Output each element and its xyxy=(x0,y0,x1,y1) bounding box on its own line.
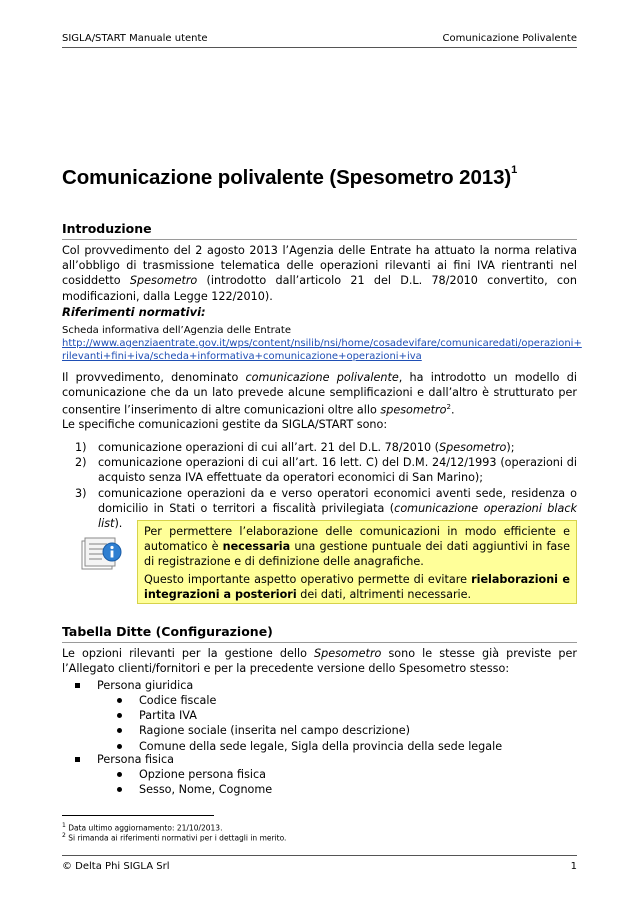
title-text: Comunicazione polivalente (Spesometro 2013) xyxy=(62,165,512,189)
footer-copyright: © Delta Phi SIGLA Srl xyxy=(62,861,170,872)
list-item xyxy=(139,723,579,738)
giuridica-sublist xyxy=(139,693,579,754)
list-number: 1) xyxy=(75,441,87,454)
ditte-paragraph xyxy=(62,646,577,676)
round-bullet-icon xyxy=(117,772,122,777)
provvedimento-paragraph xyxy=(62,370,577,418)
page-number: 1 xyxy=(570,861,577,872)
intro-italic: Spesometro xyxy=(129,274,198,288)
round-bullet-icon xyxy=(117,728,122,733)
round-bullet-icon xyxy=(117,787,122,792)
square-bullet-icon xyxy=(75,683,80,688)
list-text: comunicazione operazioni di cui all’art. 21 del D.L. 78/2010 ( xyxy=(98,441,440,454)
intro-paragraph xyxy=(62,243,577,304)
callout-bold: rielaborazioni e integrazioni a posteriori xyxy=(144,572,570,601)
list-item xyxy=(139,767,579,782)
fisica-sublist xyxy=(139,767,579,797)
round-bullet-icon xyxy=(117,698,122,703)
references-label: Scheda informativa dell’Agenzia delle Entrate xyxy=(62,325,291,336)
list-item xyxy=(139,782,579,797)
callout-text: Questo importante aspetto operativo permette di evitare xyxy=(144,572,472,586)
bullet-label: Partita IVA xyxy=(139,709,197,723)
page-title xyxy=(62,160,582,191)
giuridica-list xyxy=(97,678,577,693)
list-item xyxy=(97,752,577,767)
info-note-icon xyxy=(80,532,124,572)
footnote-text: Data ultimo aggiornamento: 21/10/2013. xyxy=(68,823,223,833)
callout-text: una gestione puntuale dei dati aggiuntivi in fase di registrazione e di definizione delle anagrafiche. xyxy=(144,540,570,569)
para2-text-3: . xyxy=(450,404,455,418)
specifiche-paragraph: Le specifiche comunicazioni gestite da SIGLA/START sono: xyxy=(62,418,388,431)
bullet-label: Sesso, Nome, Cognome xyxy=(139,783,273,797)
list-item xyxy=(62,440,577,455)
header-right: Comunicazione Polivalente xyxy=(442,33,577,44)
ditte-italic: Spesometro xyxy=(314,647,382,660)
footnote-mark: 1 xyxy=(62,822,66,829)
list-italic: comunicazione operazioni black list xyxy=(98,501,577,531)
info-callout xyxy=(137,520,577,604)
ditte-text-2: sono le stesse già previste per l’Allegato clienti/fornitori e per la precedente versione dello Spesometro stesso: xyxy=(62,647,577,676)
bullet-label: Persona giuridica xyxy=(97,679,194,692)
list-number: 2) xyxy=(75,456,87,470)
page-header xyxy=(62,33,577,48)
page-footer xyxy=(62,855,577,872)
para2-italic-2: spesometro xyxy=(380,404,447,418)
para2-text-1: Il provvedimento, denominato xyxy=(62,371,246,384)
title-footnote-mark[interactable]: 1 xyxy=(511,164,518,176)
callout-text: dei dati, altrimenti necessarie. xyxy=(296,587,472,601)
footnote-text: Si rimanda ai riferimenti normativi per i dettagli in merito. xyxy=(68,833,287,843)
list-item xyxy=(97,678,577,693)
intro-heading: Introduzione xyxy=(62,221,577,240)
references-link[interactable]: http://www.agenziaentrate.gov.it/wps/content/nsilib/nsi/home/cosadevifare/comunicaredati/operazioni+rilevanti+fini+iva/scheda+informativa+comunicazione+operazioni+iva xyxy=(62,338,582,362)
header-left: SIGLA/START Manuale utente xyxy=(62,33,208,44)
list-italic: Spesometro xyxy=(439,441,507,454)
para2-footnote-mark[interactable]: 2 xyxy=(446,403,451,412)
bullet-label: Comune della sede legale, Sigla della provincia della sede legale xyxy=(139,739,503,753)
fisica-list xyxy=(97,752,577,767)
square-bullet-icon xyxy=(75,757,80,762)
footnote-2 xyxy=(62,831,286,844)
intro-text-after: (introdotto dall’articolo 21 del D.L. 78/2010 convertito, con modificazioni, dalla Legge 122/2010). xyxy=(62,274,577,303)
round-bullet-icon xyxy=(117,713,122,718)
para2-text-2: , ha introdotto un modello di comunicazione che da un lato prevede alcune semplificazioni e dall’altro è strutturato per consentire l’inserimento di altre comunicazioni oltre allo xyxy=(62,371,577,418)
comunicazioni-list xyxy=(62,440,577,531)
list-number: 3) xyxy=(75,486,87,500)
list-item xyxy=(62,455,577,485)
bullet-label: Persona fisica xyxy=(97,753,174,766)
bullet-label: Opzione persona fisica xyxy=(139,768,267,781)
list-text-after: ). xyxy=(114,517,123,531)
bullet-label: Codice fiscale xyxy=(139,694,217,707)
callout-paragraph xyxy=(144,572,570,602)
callout-text: Per permettere l’elaborazione delle comunicazioni in modo efficiente e automatico è xyxy=(144,525,570,554)
callout-paragraph xyxy=(144,524,570,570)
list-item xyxy=(139,708,579,723)
list-text-after: ); xyxy=(506,441,515,454)
callout-bold: necessaria xyxy=(222,540,291,554)
list-text: comunicazione operazioni da e verso operatori economici aventi sede, residenza o domicilio in Stati o territori a fiscalità privilegiata ( xyxy=(98,486,577,515)
intro-text: Col provvedimento del 2 agosto 2013 l’Agenzia delle Entrate ha attuato la norma relativa all’obbligo di trasmissione telematica delle operazioni rilevanti ai fini IVA rientranti nel cosiddetto xyxy=(62,244,577,288)
round-bullet-icon xyxy=(117,744,122,749)
references-heading: Riferimenti normativi: xyxy=(62,305,206,319)
bullet-label: Ragione sociale (inserita nel campo descrizione) xyxy=(139,724,410,738)
list-item xyxy=(139,693,579,708)
ditte-text-1: Le opzioni rilevanti per la gestione dello xyxy=(62,647,315,660)
footnote-mark: 2 xyxy=(62,832,66,839)
para2-italic-1: comunicazione polivalente xyxy=(245,371,399,384)
list-text: comunicazione operazioni di cui all’art. 16 lett. C) del D.M. 24/12/1993 (operazioni di acquisto senza IVA effettuate da operatori economici di San Marino); xyxy=(98,456,577,485)
ditte-heading: Tabella Ditte (Configurazione) xyxy=(62,624,577,643)
footnote-divider xyxy=(62,815,214,816)
